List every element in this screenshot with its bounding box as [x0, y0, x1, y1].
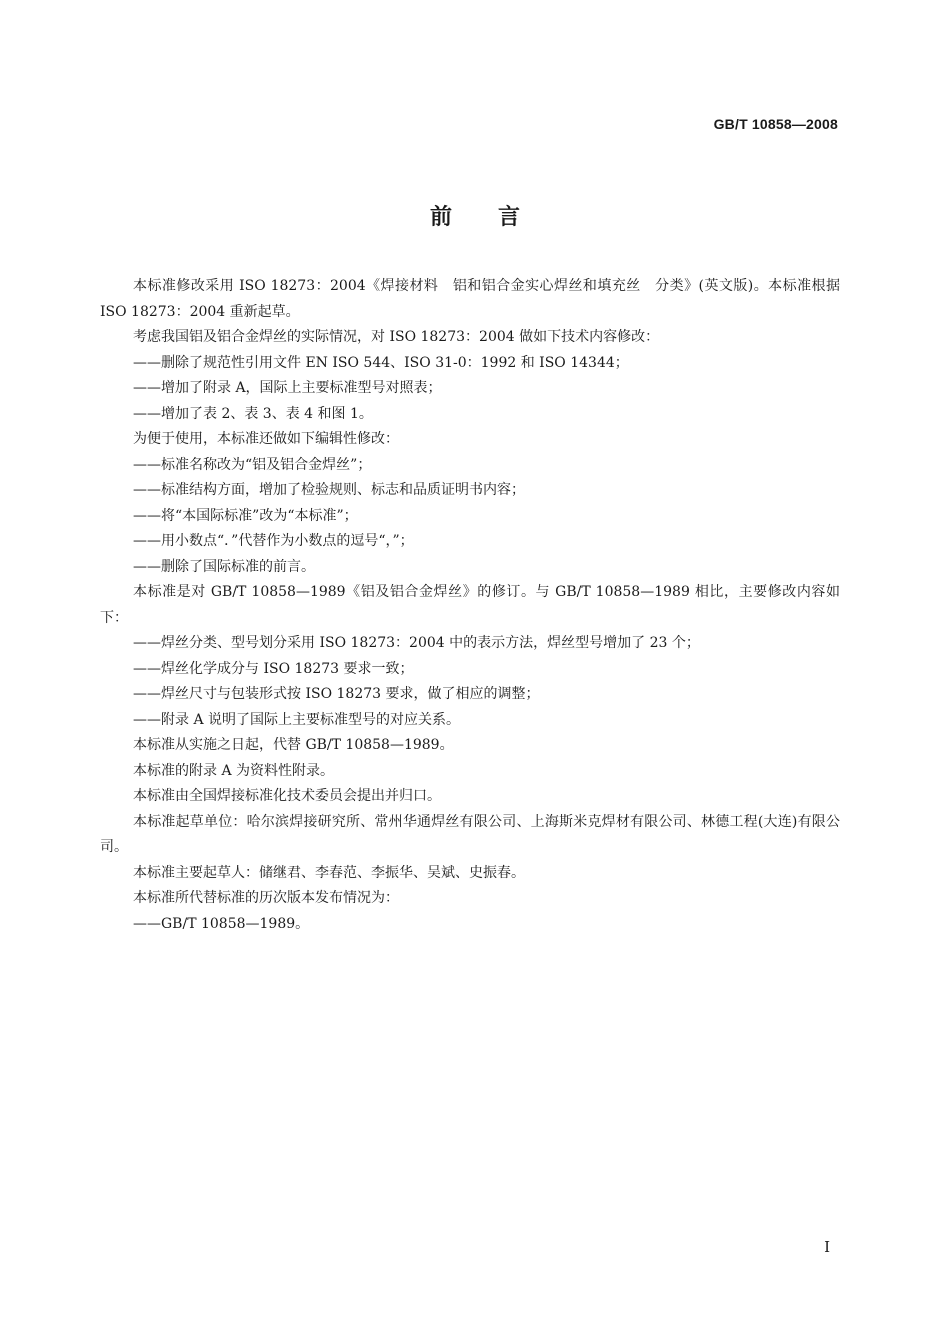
- list-item: ——附录 A 说明了国际上主要标准型号的对应关系。: [133, 711, 461, 728]
- page-title: 前言: [429, 204, 566, 230]
- list-item: ——GB/T 10858—1989。: [133, 915, 310, 932]
- list-item: ——增加了附录 A，国际上主要标准型号对照表；: [133, 380, 442, 396]
- paragraph: 本标准从实施之日起，代替 GB/T 10858—1989。: [133, 737, 454, 753]
- list-item: ——标准名称改为“铝及铝合金焊丝”；: [133, 456, 372, 473]
- paragraph: 本标准的附录 A 为资料性附录。: [133, 762, 335, 779]
- paragraph: 为便于使用，本标准还做如下编辑性修改：: [133, 431, 399, 447]
- list-item: ——焊丝化学成分与 ISO 18273 要求一致；: [133, 660, 414, 677]
- list-item: ——标准结构方面，增加了检验规则、标志和品质证明书内容；: [133, 482, 525, 498]
- list-item: ——焊丝尺寸与包装形式按 ISO 18273 要求，做了相应的调整；: [133, 686, 540, 702]
- paragraph: 本标准所代替标准的历次版本发布情况为：: [133, 890, 399, 906]
- list-item: ——焊丝分类、型号划分采用 ISO 18273：2004 中的表示方法，焊丝型号增加了 23 个；: [133, 635, 700, 651]
- paragraph: 本标准由全国焊接标准化技术委员会提出并归口。: [133, 788, 441, 804]
- paragraph: 本标准是对 GB/T 10858—1989《铝及铝合金焊丝》的修订。与 GB/T 10858—1989 相比，主要修改内容如下：: [100, 584, 840, 626]
- list-item: ——删除了国际标准的前言。: [133, 558, 315, 575]
- page-number: I: [824, 1238, 830, 1256]
- paragraph: 本标准修改采用 ISO 18273：2004《焊接材料 铝和铝合金实心焊丝和填充丝 分类》(英文版)。本标准根据 ISO 18273：2004 重新起草。: [100, 278, 840, 320]
- list-item: ——将“本国际标准”改为“本标准”；: [133, 507, 358, 524]
- paragraph: 本标准起草单位：哈尔滨焊接研究所、常州华通焊丝有限公司、上海斯米克焊材有限公司、林德工程(大连)有限公司。: [100, 813, 840, 855]
- paragraph: 考虑我国铝及铝合金焊丝的实际情况，对 ISO 18273：2004 做如下技术内容修改：: [133, 329, 660, 345]
- standard-number: GB/T 10858—2008: [713, 116, 838, 132]
- list-item: ——增加了表 2、表 3、表 4 和图 1。: [133, 405, 373, 422]
- body-text: [100, 274, 840, 937]
- list-item: ——用小数点“．”代替作为小数点的逗号“，”；: [133, 533, 414, 549]
- paragraph: 本标准主要起草人：储继君、李春范、李振华、吴斌、史振春。: [133, 864, 525, 881]
- list-item: ——删除了规范性引用文件 EN ISO 544、ISO 31-0：1992 和 ISO 14344；: [133, 354, 629, 371]
